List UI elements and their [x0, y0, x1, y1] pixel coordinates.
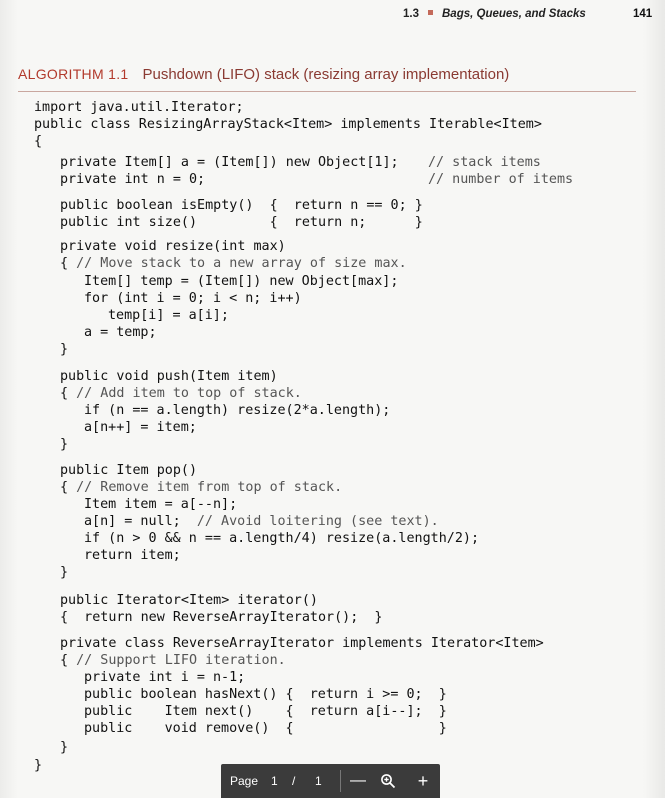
code-comment: // Remove item from top of stack.	[76, 480, 343, 495]
code-text: public Item next() { return a[i--]; }	[84, 704, 447, 719]
zoom-icon[interactable]	[377, 770, 399, 792]
code-line	[60, 635, 544, 652]
code-text: public int size() { return n; }	[60, 215, 423, 230]
code-text: {	[60, 386, 77, 401]
code-line	[34, 133, 42, 150]
page-number: 141	[633, 8, 653, 20]
code-line	[60, 385, 302, 402]
code-text: for (int i = 0; i < n; i++)	[84, 291, 302, 306]
code-line	[84, 273, 398, 290]
running-head	[403, 8, 586, 20]
code-text: public boolean hasNext() { return i >= 0; }	[84, 687, 447, 702]
code-line	[84, 686, 447, 703]
code-comment: // Move stack to a new array of size max.	[76, 256, 407, 271]
page-label: Page	[230, 774, 259, 788]
code-line	[84, 402, 390, 419]
code-text: private Item[] a = (Item[]) new Object[1];	[60, 155, 399, 170]
code-line	[60, 255, 407, 272]
pdf-viewer-toolbar	[221, 764, 440, 798]
heading-rule	[18, 91, 636, 92]
code-line	[84, 324, 157, 341]
code-line	[60, 739, 68, 756]
current-page-input[interactable]: 1	[271, 774, 278, 788]
code-line	[84, 419, 197, 436]
code-line	[84, 669, 245, 686]
total-pages: 1	[315, 774, 322, 788]
code-text: private void resize(int max)	[60, 239, 286, 254]
code-comment: // number of items	[428, 172, 574, 187]
code-text: temp[i] = a[i];	[108, 308, 229, 323]
code-text: a = temp;	[84, 325, 157, 340]
algorithm-heading	[18, 66, 509, 83]
code-line	[84, 513, 439, 530]
section-number: 1.3	[403, 8, 419, 20]
code-line	[60, 214, 423, 231]
code-text: public void remove() { }	[84, 721, 447, 736]
code-text: }	[34, 758, 43, 773]
page-shadow-right	[643, 0, 665, 798]
code-text: return item;	[84, 548, 181, 563]
section-bullet-icon	[428, 10, 433, 15]
page-separator: /	[292, 774, 296, 788]
code-line	[34, 116, 542, 133]
code-line	[60, 479, 342, 496]
code-text: private int n = 0;	[60, 172, 206, 187]
code-line	[60, 462, 197, 479]
zoom-out-button[interactable]: —	[350, 772, 366, 789]
code-text: { return new ReverseArrayIterator(); }	[60, 610, 383, 625]
zoom-in-button[interactable]: +	[417, 771, 429, 791]
code-line	[84, 530, 479, 547]
code-comment: // Support LIFO iteration.	[76, 653, 286, 668]
code-text: public boolean isEmpty() { return n == 0; }	[60, 198, 423, 213]
code-text: {	[60, 256, 77, 271]
code-text: }	[60, 437, 69, 452]
code-text: Item[] temp = (Item[]) new Object[max];	[84, 274, 399, 289]
code-text: public Iterator<Item> iterator()	[60, 593, 318, 608]
toolbar-divider	[340, 770, 341, 792]
code-line	[34, 757, 42, 774]
algorithm-label: ALGORITHM 1.1	[18, 66, 129, 82]
code-text: public void push(Item item)	[60, 369, 278, 384]
code-line	[34, 99, 244, 116]
magnifier-icon	[380, 773, 396, 789]
code-line	[84, 703, 447, 720]
code-line	[60, 154, 541, 171]
code-text: public class ResizingArrayStack<Item> implements Iterable<Item>	[34, 117, 542, 132]
code-line	[60, 171, 574, 188]
code-comment: // Avoid loitering (see text).	[196, 514, 439, 529]
code-text: private int i = n-1;	[84, 670, 246, 685]
code-text: {	[60, 480, 77, 495]
code-text: Item item = a[--n];	[84, 497, 238, 512]
code-line	[60, 436, 68, 453]
code-line	[60, 238, 286, 255]
code-line	[60, 652, 286, 669]
code-line	[60, 197, 423, 214]
code-text: a[n] = null;	[84, 514, 197, 529]
code-text: }	[60, 342, 69, 357]
code-comment: // stack items	[428, 155, 541, 170]
code-text: {	[60, 653, 77, 668]
code-line	[60, 592, 318, 609]
code-text: }	[60, 565, 69, 580]
code-comment: // Add item to top of stack.	[76, 386, 302, 401]
code-line	[108, 307, 229, 324]
code-text: {	[34, 134, 43, 149]
algorithm-title: Pushdown (LIFO) stack (resizing array implementation)	[142, 66, 510, 83]
code-text: if (n == a.length) resize(2*a.length);	[84, 403, 391, 418]
code-line	[60, 564, 68, 581]
code-line	[84, 547, 181, 564]
code-text: private class ReverseArrayIterator implements Iterator<Item>	[60, 636, 544, 651]
chapter-title: Bags, Queues, and Stacks	[442, 8, 586, 20]
code-text: import java.util.Iterator;	[34, 100, 244, 115]
page-shadow-left	[0, 0, 18, 798]
code-line	[60, 341, 68, 358]
code-line	[60, 609, 382, 626]
code-text: if (n > 0 && n == a.length/4) resize(a.length/2);	[84, 531, 480, 546]
code-line	[84, 496, 237, 513]
code-line	[84, 720, 447, 737]
code-line	[84, 290, 302, 307]
code-text: }	[60, 740, 69, 755]
code-text: a[n++] = item;	[84, 420, 197, 435]
code-line	[60, 368, 278, 385]
code-text: public Item pop()	[60, 463, 198, 478]
